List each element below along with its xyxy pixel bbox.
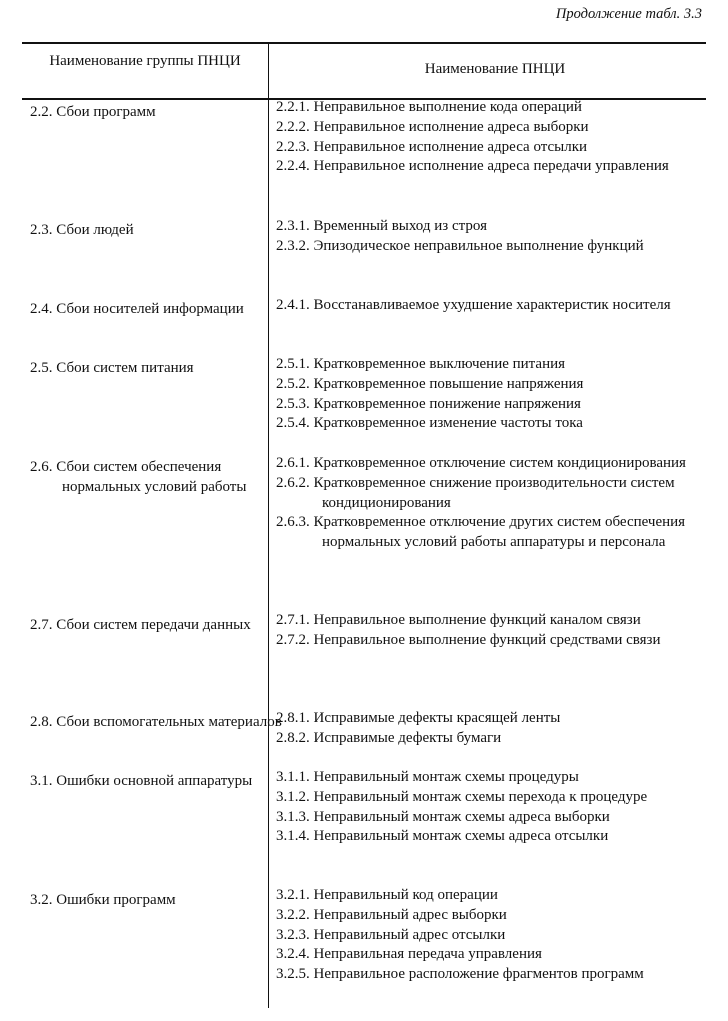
list-item: 2.6.2. Кратковременное снижение производительности систем кондиционирования: [276, 474, 675, 511]
items-cell: [276, 454, 712, 553]
item-column-header: Наименование ПНЦИ: [424, 61, 566, 77]
group-cell: 2.6. Сбои систем обеспечения нормальных условий работы: [30, 459, 247, 495]
items-cell: [276, 355, 712, 434]
group-cell: 2.7. Сбои систем передачи данных: [30, 617, 251, 633]
list-item: 2.7.2. Неправильное выполнение функций средствами связи: [276, 631, 661, 648]
list-item: 3.1.1. Неправильный монтаж схемы процедуры: [276, 769, 579, 785]
list-item: 2.2.2. Неправильное исполнение адреса выборки: [276, 118, 589, 135]
table-column-divider: [268, 42, 269, 1008]
group-cell: 2.8. Сбои вспомогательных материалов: [30, 714, 282, 730]
list-item: 2.6.3. Кратковременное отключение других систем обеспечения нормальных условий работы аппаратуры и персонала: [276, 514, 686, 551]
list-item: 3.1.4. Неправильный монтаж схемы адреса отсылки: [276, 828, 609, 845]
items-cell: [276, 709, 712, 749]
list-item: 2.4.1. Восстанавливаемое ухудшение характеристик носителя: [276, 297, 671, 313]
list-item: 3.2.4. Неправильная передача управления: [276, 946, 542, 963]
items-cell: [276, 217, 712, 257]
list-item: 2.2.4. Неправильное исполнение адреса передачи управления: [276, 158, 669, 175]
group-cell: 2.5. Сбои систем питания: [30, 360, 194, 376]
list-item: 2.6.1. Кратковременное отключение систем кондиционирования: [276, 455, 686, 471]
items-cell: [276, 611, 712, 651]
items-cell: [276, 296, 712, 316]
list-item: 2.7.1. Неправильное выполнение функций каналом связи: [276, 612, 641, 628]
items-cell: [276, 768, 712, 847]
list-item: 3.2.2. Неправильный адрес выборки: [276, 906, 507, 923]
group-cell: 2.2. Сбои программ: [30, 104, 156, 120]
list-item: 2.5.3. Кратковременное понижение напряжения: [276, 395, 581, 412]
list-item: 2.5.2. Кратковременное повышение напряжения: [276, 375, 584, 392]
list-item: 2.3.2. Эпизодическое неправильное выполнение функций: [276, 237, 644, 254]
list-item: 3.2.1. Неправильный код операции: [276, 887, 498, 903]
group-cell: 3.2. Ошибки программ: [30, 892, 176, 908]
group-cell: 2.4. Сбои носителей информации: [30, 301, 244, 317]
list-item: 2.5.1. Кратковременное выключение питания: [276, 356, 566, 372]
list-item: 3.1.2. Неправильный монтаж схемы перехода к процедуре: [276, 788, 648, 805]
list-item: 2.2.1. Неправильное выполнение кода операций: [276, 99, 582, 115]
list-item: 2.8.1. Исправимые дефекты красящей ленты: [276, 710, 561, 726]
list-item: 2.5.4. Кратковременное изменение частоты тока: [276, 415, 583, 432]
list-item: 3.2.5. Неправильное расположение фрагментов программ: [276, 966, 644, 983]
list-item: 3.2.3. Неправильный адрес отсылки: [276, 926, 506, 943]
list-item: 2.8.2. Исправимые дефекты бумаги: [276, 729, 502, 746]
items-cell: [276, 886, 712, 985]
list-item: 2.3.1. Временный выход из строя: [276, 218, 487, 234]
items-cell: [276, 98, 712, 177]
table-top-rule: [22, 42, 706, 44]
list-item: 2.2.3. Неправильное исполнение адреса отсылки: [276, 138, 588, 155]
group-cell: 2.3. Сбои людей: [30, 222, 134, 238]
list-item: 3.1.3. Неправильный монтаж схемы адреса выборки: [276, 808, 610, 825]
table-continuation-caption: Продолжение табл. 3.3: [555, 6, 702, 22]
group-column-header: Наименование группы ПНЦИ: [49, 53, 241, 69]
group-cell: 3.1. Ошибки основной аппаратуры: [30, 773, 253, 789]
